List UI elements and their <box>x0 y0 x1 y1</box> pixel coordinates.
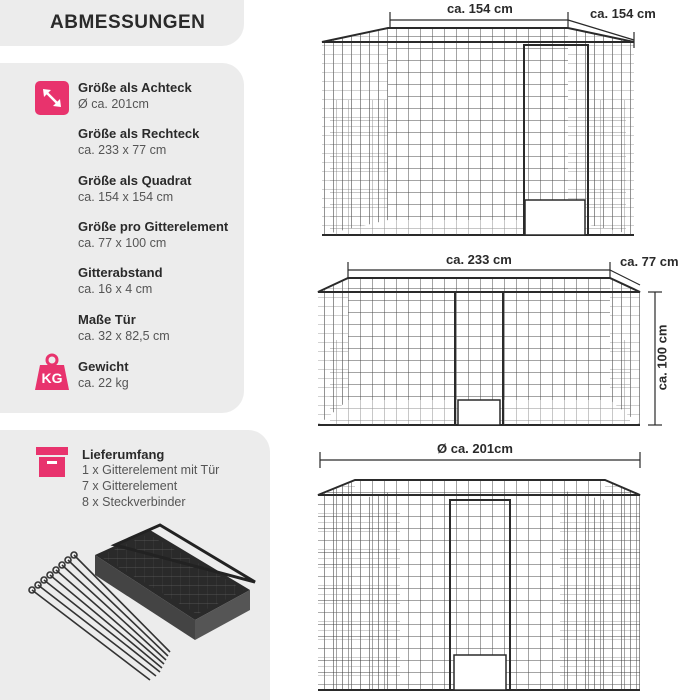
spec-value: ca. 233 x 77 cm <box>78 143 167 157</box>
octagon-pen-image <box>318 480 640 690</box>
spec-value: ca. 16 x 4 cm <box>78 282 153 296</box>
spec-label: Größe als Achteck <box>78 80 192 95</box>
delivery-item: 7 x Gitterelement <box>82 479 178 493</box>
delivery-title: Lieferumfang <box>82 447 165 462</box>
square-depth-label: ca. 154 cm <box>590 6 656 21</box>
spec-value: ca. 154 x 154 cm <box>78 190 174 204</box>
octagon-diameter-label: Ø ca. 201cm <box>437 441 513 456</box>
spec-label: Größe pro Gitterelement <box>78 219 229 234</box>
page-title: ABMESSUNGEN <box>50 12 206 33</box>
stacked-panels-image <box>95 525 255 640</box>
height-label: ca. 100 cm <box>654 324 670 391</box>
spec-value: ca. 22 kg <box>78 376 129 390</box>
spec-label: Gitterabstand <box>78 265 163 280</box>
rectangle-pen-image <box>318 278 640 425</box>
delivery-item: 8 x Steckverbinder <box>82 495 186 509</box>
delivery-item: 1 x Gitterelement mit Tür <box>82 463 220 477</box>
spec-label: Maße Tür <box>78 312 136 327</box>
weight-icon-label: KG <box>41 370 63 386</box>
spec-value: ca. 32 x 82,5 cm <box>78 329 170 343</box>
square-width-label: ca. 154 cm <box>447 1 513 16</box>
spec-label: Größe als Quadrat <box>78 173 192 188</box>
spec-label: Gewicht <box>78 359 129 374</box>
rectangle-depth-label: ca. 77 cm <box>620 254 679 269</box>
rectangle-width-label: ca. 233 cm <box>446 252 512 267</box>
spec-value: ca. 77 x 100 cm <box>78 236 167 250</box>
spec-label: Größe als Rechteck <box>78 126 200 141</box>
square-pen-image <box>322 28 634 235</box>
spec-value: Ø ca. 201cm <box>78 97 149 111</box>
